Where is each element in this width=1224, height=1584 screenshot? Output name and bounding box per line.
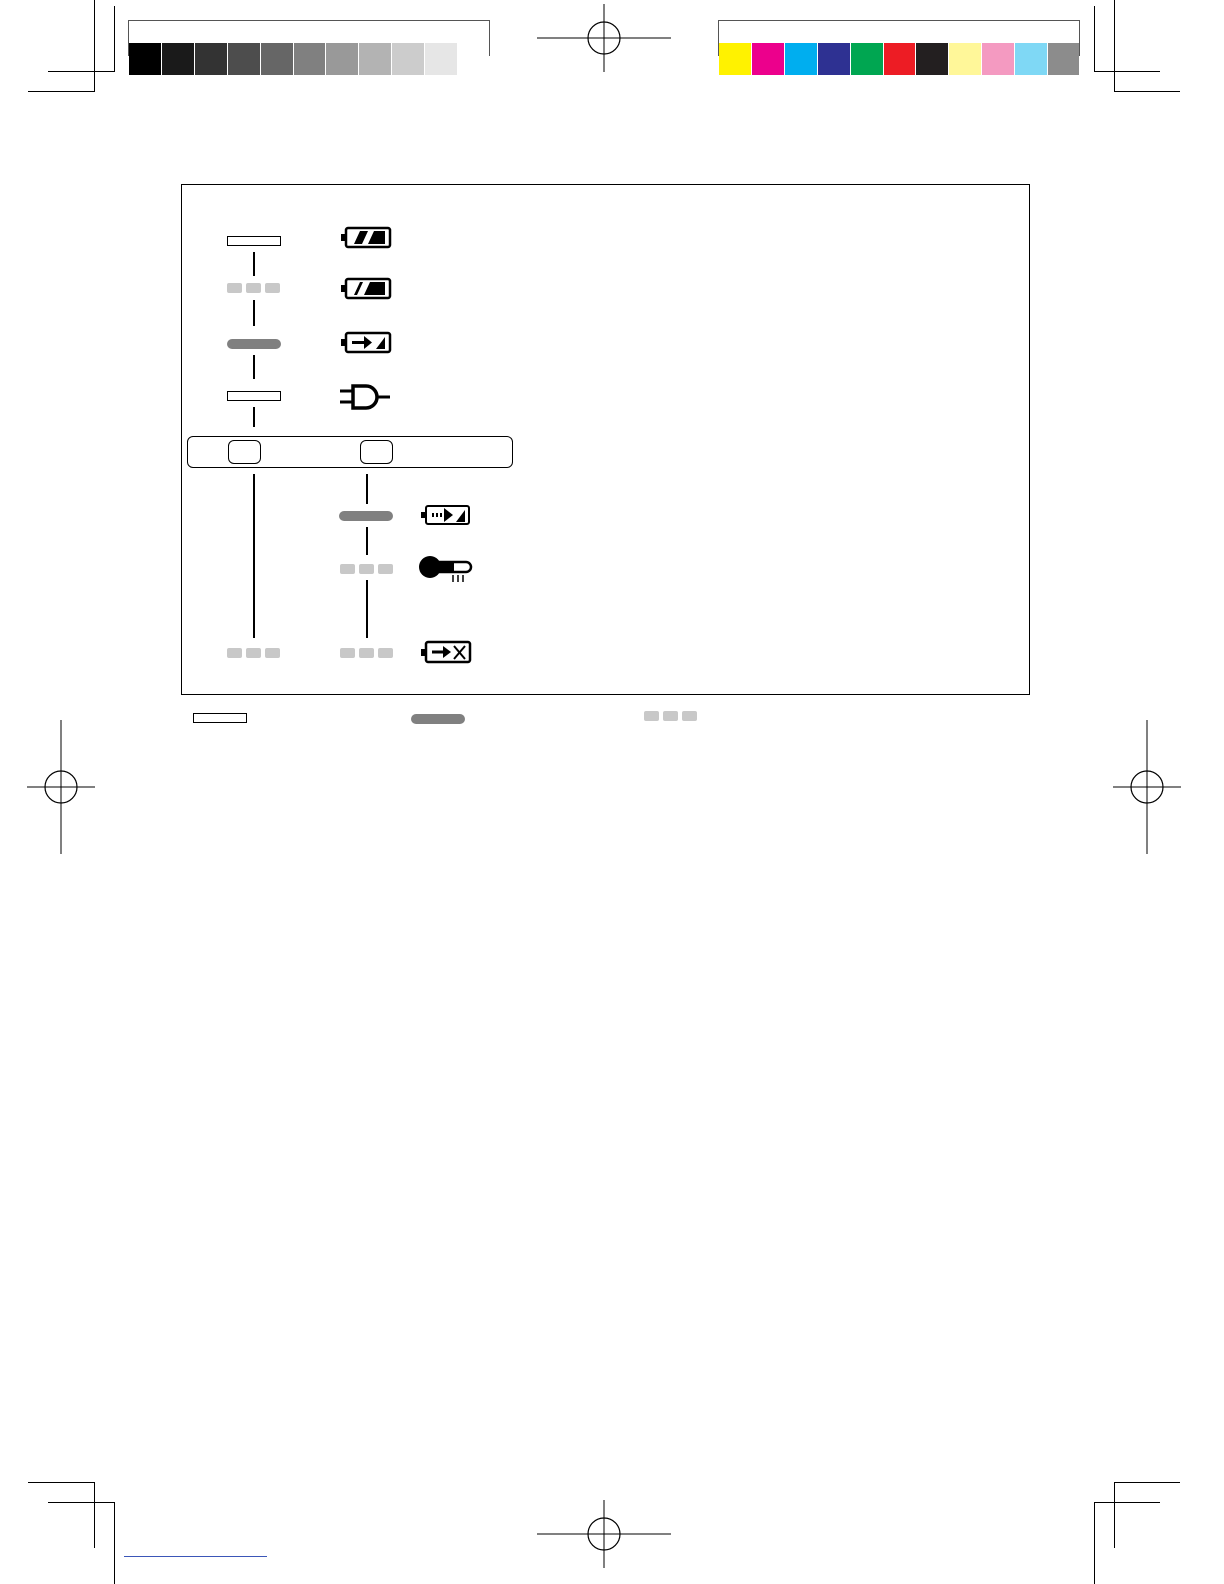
crop-mark xyxy=(1094,71,1160,72)
gray-swatch xyxy=(458,43,489,75)
indicator-off xyxy=(227,391,281,401)
connector-line xyxy=(253,355,255,379)
indicator-on xyxy=(227,339,281,349)
color-swatch xyxy=(982,43,1015,75)
crop-mark xyxy=(28,1482,95,1483)
indicator-blinking xyxy=(227,648,281,658)
crop-mark xyxy=(94,1482,95,1548)
connector-line xyxy=(253,252,255,276)
connector-line xyxy=(253,300,255,326)
battery-connect-icon xyxy=(338,331,394,355)
registration-target-right xyxy=(1113,720,1181,854)
color-swatch xyxy=(1015,43,1048,75)
connector-line xyxy=(253,474,255,638)
legend-indicator-on xyxy=(411,714,465,724)
connector-line xyxy=(366,527,368,555)
crop-mark xyxy=(28,91,95,92)
battery-error-icon xyxy=(419,640,473,666)
crop-mark xyxy=(1114,1482,1180,1483)
crop-mark xyxy=(1094,1502,1095,1584)
gray-swatch xyxy=(195,43,228,75)
gray-swatch xyxy=(261,43,294,75)
gray-swatch xyxy=(392,43,425,75)
crop-mark xyxy=(48,1502,115,1503)
crop-mark xyxy=(114,6,115,72)
battery-full-icon xyxy=(338,226,394,250)
registration-target-bottom xyxy=(537,1500,671,1568)
indicator-off xyxy=(227,236,281,246)
temperature-icon xyxy=(418,555,474,585)
gray-swatch xyxy=(326,43,359,75)
right-status-lamp xyxy=(360,440,393,464)
indicator-on xyxy=(339,511,393,521)
color-swatch xyxy=(851,43,884,75)
gray-swatch xyxy=(228,43,261,75)
legend-indicator-blinking xyxy=(644,711,698,721)
crop-mark xyxy=(1114,1482,1115,1548)
battery-charge-small-icon xyxy=(419,503,473,527)
indicator-blinking xyxy=(227,283,281,293)
connector-line xyxy=(366,474,368,504)
color-bar xyxy=(718,20,1080,56)
gray-swatch xyxy=(294,43,326,75)
color-swatch xyxy=(818,43,851,75)
ac-plug-icon xyxy=(338,383,394,411)
color-swatch xyxy=(1048,43,1079,75)
color-swatch xyxy=(916,43,949,75)
gray-swatch xyxy=(129,43,162,75)
crop-mark xyxy=(48,71,115,72)
gray-scale-bar xyxy=(128,20,490,56)
color-swatch xyxy=(949,43,982,75)
crop-mark xyxy=(114,1502,115,1584)
left-status-lamp xyxy=(228,440,261,464)
crop-mark xyxy=(1094,6,1095,72)
color-swatch xyxy=(884,43,916,75)
registration-target-top xyxy=(537,4,671,72)
crop-mark xyxy=(1114,0,1115,92)
connector-line xyxy=(366,580,368,638)
gray-swatch xyxy=(162,43,195,75)
indicator-blinking xyxy=(340,564,394,574)
registration-target-left xyxy=(27,720,95,854)
color-swatch xyxy=(785,43,818,75)
footer-underline xyxy=(124,1556,267,1557)
indicator-blinking xyxy=(340,648,394,658)
color-swatch xyxy=(719,43,752,75)
crop-mark xyxy=(1094,1502,1160,1503)
gray-swatch xyxy=(425,43,458,75)
battery-charging-icon xyxy=(338,277,394,301)
legend-indicator-off xyxy=(193,713,247,723)
color-swatch xyxy=(752,43,785,75)
connector-line xyxy=(253,407,255,427)
crop-mark xyxy=(94,0,95,92)
crop-mark xyxy=(1114,91,1180,92)
gray-swatch xyxy=(359,43,392,75)
